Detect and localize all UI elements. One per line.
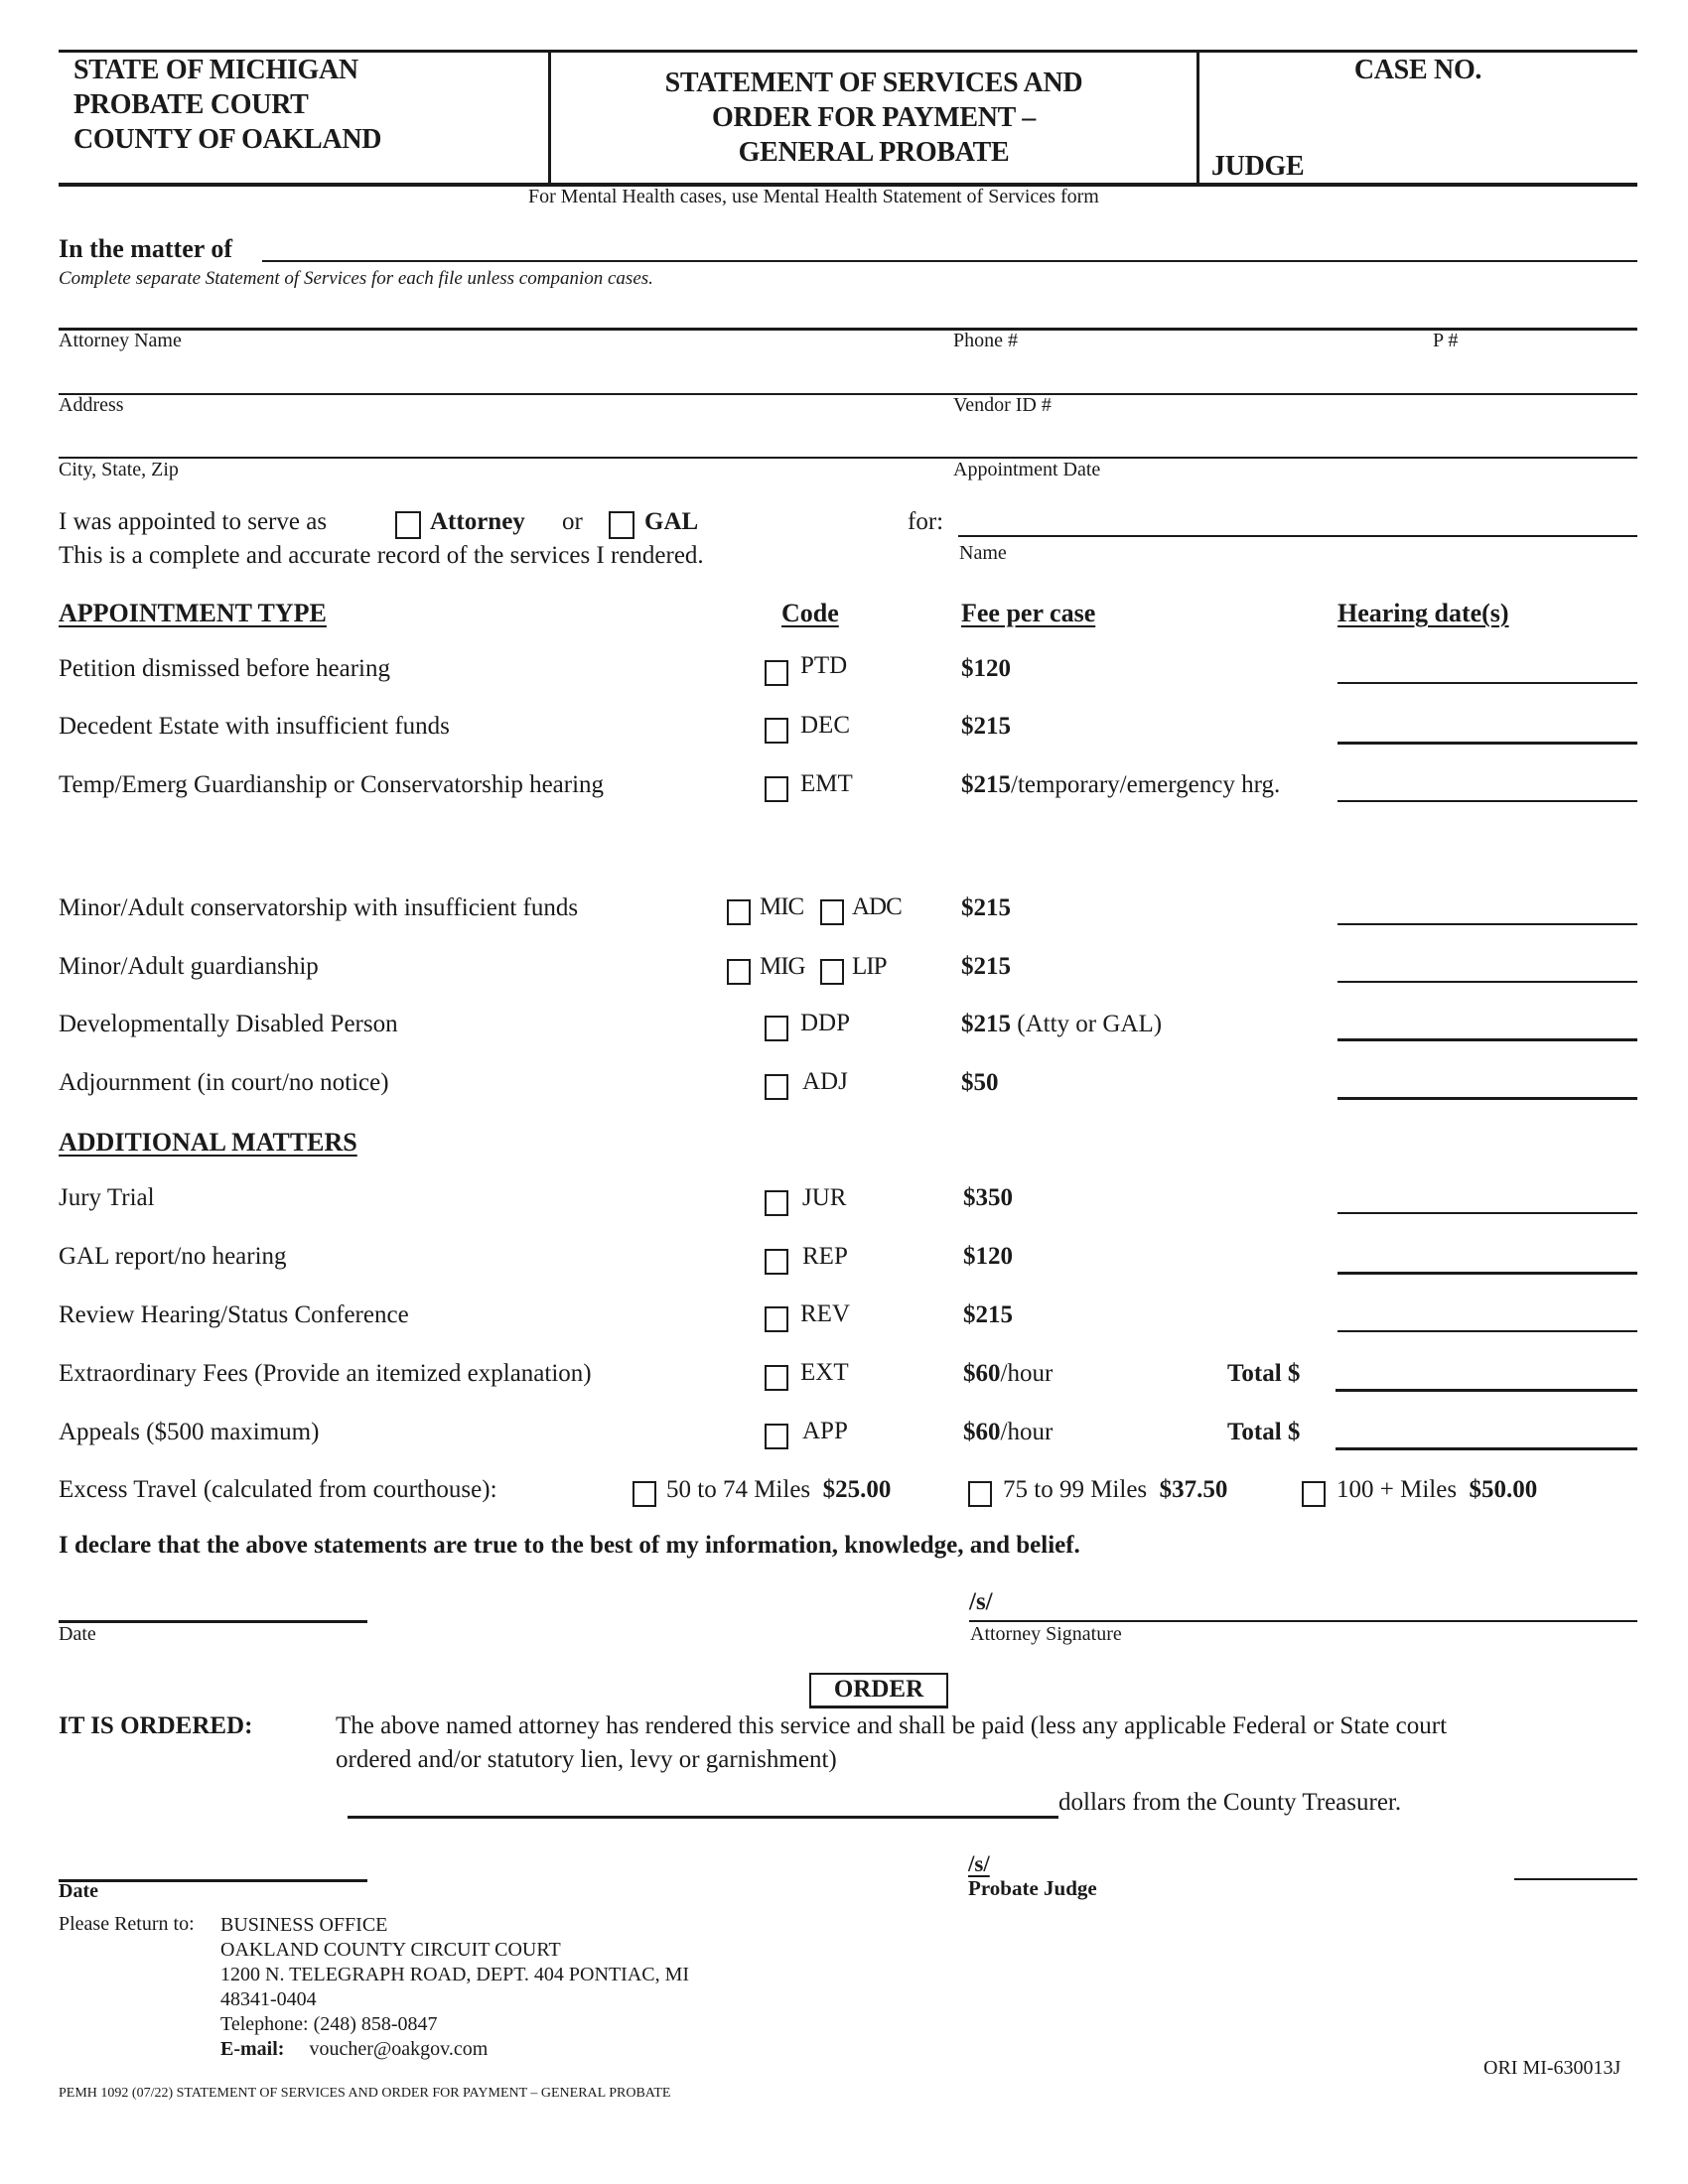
fee-amount: $50 bbox=[961, 1069, 999, 1096]
phone-label: Phone # bbox=[953, 330, 1018, 351]
row-label: Review Hearing/Status Conference bbox=[59, 1301, 409, 1328]
judge-label: JUDGE bbox=[1211, 151, 1305, 182]
hearing-date-line[interactable] bbox=[1337, 742, 1637, 745]
attorney-checkbox[interactable] bbox=[395, 511, 421, 539]
court-name bbox=[73, 53, 381, 157]
hearing-date-line[interactable] bbox=[1337, 682, 1637, 684]
gal-option-label: GAL bbox=[644, 508, 699, 535]
form-footer-title: STATEMENT OF SERVICES AND ORDER FOR PAYMENT – GENERAL PROBATE bbox=[176, 2086, 671, 2101]
hearing-date-line[interactable] bbox=[1337, 800, 1637, 802]
code-rep: REP bbox=[802, 1243, 848, 1270]
row-label: Appeals ($500 maximum) bbox=[59, 1419, 320, 1445]
total-line-ext[interactable] bbox=[1336, 1389, 1637, 1392]
appointment-date-label: Appointment Date bbox=[953, 459, 1101, 480]
form-title bbox=[552, 66, 1196, 170]
code-jur: JUR bbox=[802, 1184, 847, 1211]
p-number-input[interactable] bbox=[1433, 295, 1635, 327]
matter-input[interactable] bbox=[268, 230, 1632, 262]
fee-suffix: (Atty or GAL) bbox=[1011, 1011, 1163, 1037]
judge-signature-line[interactable] bbox=[1514, 1878, 1637, 1880]
fee-app bbox=[963, 1419, 1053, 1446]
hearing-date-line[interactable] bbox=[1337, 1097, 1637, 1100]
it-is-ordered-label: IT IS ORDERED: bbox=[59, 1712, 253, 1739]
vendor-id-input[interactable] bbox=[953, 359, 1632, 391]
court-line-court: PROBATE COURT bbox=[73, 89, 309, 120]
vendor-id-label: Vendor ID # bbox=[953, 394, 1052, 416]
city-state-zip-input[interactable] bbox=[60, 423, 937, 455]
fee-amount: $215 bbox=[963, 1301, 1013, 1328]
attorney-date-line[interactable] bbox=[59, 1620, 367, 1623]
rep-checkbox[interactable] bbox=[765, 1249, 788, 1275]
travel-range: 75 to 99 Miles bbox=[1003, 1476, 1148, 1503]
fee-mig-lip bbox=[961, 953, 1011, 981]
attorney-signature-line[interactable] bbox=[969, 1620, 1637, 1622]
email-label: E-mail: bbox=[220, 2038, 285, 2060]
total-line-app[interactable] bbox=[1336, 1447, 1637, 1450]
rev-checkbox[interactable] bbox=[765, 1306, 788, 1332]
attorney-name-label: Attorney Name bbox=[59, 330, 182, 351]
code-ext: EXT bbox=[800, 1359, 849, 1386]
code-mic: MIC bbox=[760, 893, 804, 920]
code-dec: DEC bbox=[800, 712, 850, 739]
fee-rep bbox=[963, 1243, 1013, 1271]
row-label: GAL report/no hearing bbox=[59, 1243, 287, 1270]
appointment-date-input[interactable] bbox=[953, 423, 1632, 455]
return-line-telephone: Telephone: (248) 858-0847 bbox=[220, 2013, 438, 2035]
case-no-input[interactable] bbox=[1211, 94, 1632, 126]
name-label: Name bbox=[959, 542, 1007, 564]
travel-75-99-checkbox[interactable] bbox=[968, 1481, 992, 1507]
row-label: Minor/Adult guardianship bbox=[59, 953, 319, 980]
gal-checkbox[interactable] bbox=[609, 511, 634, 539]
declaration-text: I declare that the above statements are true to the best of my information, knowledge, and belief. bbox=[59, 1532, 1080, 1559]
attorney-name-rule bbox=[59, 328, 1637, 331]
fee-dec bbox=[961, 713, 1011, 741]
appointee-name-input[interactable] bbox=[963, 503, 1632, 535]
hearing-date-line[interactable] bbox=[1337, 923, 1637, 925]
adj-checkbox[interactable] bbox=[765, 1074, 788, 1100]
row-label: Jury Trial bbox=[59, 1184, 155, 1211]
record-text: This is a complete and accurate record of the services I rendered. bbox=[59, 542, 704, 569]
fee-suffix: /hour bbox=[1000, 1360, 1054, 1387]
fee-ptd bbox=[961, 655, 1011, 683]
code-mig: MIG bbox=[760, 953, 805, 980]
travel-option-1 bbox=[666, 1476, 891, 1504]
judge-input[interactable] bbox=[1331, 149, 1632, 181]
probate-judge-label: Probate Judge bbox=[968, 1876, 1097, 1900]
row-label: Minor/Adult conservatorship with insufficient funds bbox=[59, 894, 579, 921]
order-date-line[interactable] bbox=[59, 1879, 367, 1882]
row-label: Extraordinary Fees (Provide an itemized explanation) bbox=[59, 1360, 592, 1387]
form-title-line-2: ORDER FOR PAYMENT – bbox=[712, 102, 1036, 133]
for-label: for: bbox=[908, 508, 944, 535]
code-adc: ADC bbox=[852, 893, 902, 920]
address-label: Address bbox=[59, 394, 124, 416]
header-appointment-type: APPOINTMENT TYPE bbox=[59, 599, 327, 627]
travel-option-2 bbox=[1003, 1476, 1227, 1504]
attorney-date-label: Date bbox=[59, 1623, 96, 1645]
fee-ext bbox=[963, 1360, 1053, 1388]
hearing-date-line[interactable] bbox=[1337, 1212, 1637, 1214]
row-label: Temp/Emerg Guardianship or Conservatorship hearing bbox=[59, 771, 605, 798]
travel-50-74-checkbox[interactable] bbox=[633, 1481, 656, 1507]
fee-mic-adc bbox=[961, 894, 1011, 922]
code-emt: EMT bbox=[800, 770, 853, 797]
travel-100-plus-checkbox[interactable] bbox=[1302, 1481, 1326, 1507]
code-lip: LIP bbox=[852, 953, 887, 980]
return-line-zip: 48341-0404 bbox=[220, 1988, 317, 2010]
travel-amount: $37.50 bbox=[1159, 1476, 1228, 1503]
attorney-signature-label: Attorney Signature bbox=[970, 1623, 1122, 1645]
fee-amount: $215 bbox=[961, 1011, 1011, 1037]
fee-adj bbox=[961, 1069, 999, 1097]
fee-emt bbox=[961, 771, 1280, 799]
header-fee: Fee per case bbox=[961, 599, 1096, 627]
code-app: APP bbox=[802, 1418, 848, 1444]
travel-range: 50 to 74 Miles bbox=[666, 1476, 811, 1503]
ptd-checkbox[interactable] bbox=[765, 660, 788, 686]
or-text: or bbox=[562, 508, 583, 535]
email-link[interactable]: voucher@oakgov.com bbox=[309, 2038, 489, 2060]
mental-health-note: For Mental Health cases, use Mental Health Statement of Services form bbox=[528, 186, 1099, 207]
fee-jur bbox=[963, 1184, 1013, 1212]
fee-amount: $120 bbox=[963, 1243, 1013, 1270]
fee-amount: $215 bbox=[961, 771, 1011, 798]
fee-amount: $350 bbox=[963, 1184, 1013, 1211]
row-label: Decedent Estate with insufficient funds bbox=[59, 713, 450, 740]
lip-checkbox[interactable] bbox=[820, 959, 844, 985]
mig-checkbox[interactable] bbox=[727, 959, 751, 985]
code-ddp: DDP bbox=[800, 1010, 851, 1036]
ori-number: ORI MI-630013J bbox=[1483, 2057, 1621, 2079]
attorney-option-label: Attorney bbox=[430, 508, 525, 535]
p-number-label: P # bbox=[1433, 330, 1459, 351]
dollar-amount-input[interactable] bbox=[357, 1783, 1056, 1815]
served-as-text: I was appointed to serve as bbox=[59, 508, 328, 535]
fee-amount: $215 bbox=[961, 894, 1011, 921]
form-title-line-1: STATEMENT OF SERVICES AND bbox=[664, 68, 1083, 98]
app-checkbox[interactable] bbox=[765, 1424, 788, 1449]
address-input[interactable] bbox=[60, 359, 937, 391]
return-line-court: OAKLAND COUNTY CIRCUIT COURT bbox=[220, 1939, 561, 1961]
return-line-street: 1200 N. TELEGRAPH ROAD, DEPT. 404 PONTIAC, MI bbox=[220, 1964, 690, 1985]
hearing-date-line[interactable] bbox=[1337, 1272, 1637, 1275]
total-label-ext: Total $ bbox=[1227, 1360, 1301, 1387]
phone-input[interactable] bbox=[953, 295, 1424, 327]
form-revision: (07/22) bbox=[131, 2086, 174, 2101]
code-rev: REV bbox=[800, 1300, 850, 1327]
additional-matters-header: ADDITIONAL MATTERS bbox=[59, 1128, 357, 1157]
hearing-date-line[interactable] bbox=[1337, 981, 1637, 983]
mic-checkbox[interactable] bbox=[727, 899, 751, 925]
dollars-text: dollars from the County Treasurer. bbox=[1058, 1789, 1402, 1816]
fee-suffix: /hour bbox=[1000, 1419, 1054, 1445]
judge-sig-prefix: /s/ bbox=[968, 1851, 990, 1876]
city-state-zip-label: City, State, Zip bbox=[59, 459, 179, 480]
travel-range: 100 + Miles bbox=[1336, 1476, 1458, 1503]
fee-amount: $60 bbox=[963, 1360, 1001, 1387]
total-label-app: Total $ bbox=[1227, 1419, 1301, 1445]
fee-suffix: /temporary/emergency hrg. bbox=[1011, 771, 1281, 798]
code-ptd: PTD bbox=[800, 652, 848, 679]
court-line-county: COUNTY OF OAKLAND bbox=[73, 124, 382, 155]
order-box: ORDER bbox=[809, 1673, 948, 1708]
hearing-date-line[interactable] bbox=[1337, 1330, 1637, 1332]
matter-label: In the matter of bbox=[59, 234, 232, 263]
travel-option-3 bbox=[1336, 1476, 1537, 1504]
dec-checkbox[interactable] bbox=[765, 718, 788, 744]
order-text-line-2: ordered and/or statutory lien, levy or garnishment) bbox=[336, 1746, 837, 1773]
order-date-label: Date bbox=[59, 1880, 98, 1902]
travel-amount: $50.00 bbox=[1469, 1476, 1538, 1503]
adc-checkbox[interactable] bbox=[820, 899, 844, 925]
fee-amount: $60 bbox=[963, 1419, 1001, 1445]
city-rule bbox=[59, 457, 1637, 459]
header-hearing-dates: Hearing date(s) bbox=[1337, 599, 1509, 627]
order-text-line-1: The above named attorney has rendered this service and shall be paid (less any applicable Federal or State court bbox=[336, 1712, 1448, 1739]
form-footer bbox=[59, 2086, 670, 2102]
attorney-sig-prefix: /s/ bbox=[969, 1588, 993, 1615]
case-no-label: CASE NO. bbox=[1353, 55, 1482, 85]
row-label: Petition dismissed before hearing bbox=[59, 655, 390, 682]
return-to-label: Please Return to: bbox=[59, 1913, 195, 1935]
fee-amount: $215 bbox=[961, 713, 1011, 740]
hearing-date-line[interactable] bbox=[1337, 1038, 1637, 1041]
jur-checkbox[interactable] bbox=[765, 1190, 788, 1216]
form-title-line-3: GENERAL PROBATE bbox=[738, 137, 1010, 168]
matter-note: Complete separate Statement of Services for each file unless companion cases. bbox=[59, 268, 653, 289]
fee-rev bbox=[963, 1301, 1013, 1329]
header-code: Code bbox=[781, 599, 839, 627]
attorney-name-input[interactable] bbox=[60, 295, 937, 327]
return-line-email bbox=[220, 2037, 689, 2062]
travel-amount: $25.00 bbox=[822, 1476, 892, 1503]
return-address bbox=[220, 1913, 689, 2062]
travel-label: Excess Travel (calculated from courthouse): bbox=[59, 1476, 497, 1503]
address-rule bbox=[59, 393, 1637, 395]
name-underline bbox=[958, 535, 1637, 537]
header-divider-1 bbox=[548, 50, 551, 185]
form-id: PEMH 1092 bbox=[59, 2086, 129, 2101]
ext-checkbox[interactable] bbox=[765, 1365, 788, 1391]
fee-ddp bbox=[961, 1011, 1162, 1038]
fee-amount: $120 bbox=[961, 655, 1011, 682]
ddp-checkbox[interactable] bbox=[765, 1016, 788, 1041]
emt-checkbox[interactable] bbox=[765, 776, 788, 802]
dollar-amount-line bbox=[348, 1816, 1058, 1819]
code-adj: ADJ bbox=[802, 1068, 848, 1095]
row-label: Developmentally Disabled Person bbox=[59, 1011, 398, 1037]
fee-amount: $215 bbox=[961, 953, 1011, 980]
court-line-state: STATE OF MICHIGAN bbox=[73, 55, 358, 85]
row-label: Adjournment (in court/no notice) bbox=[59, 1069, 389, 1096]
return-line-office: BUSINESS OFFICE bbox=[220, 1914, 388, 1936]
